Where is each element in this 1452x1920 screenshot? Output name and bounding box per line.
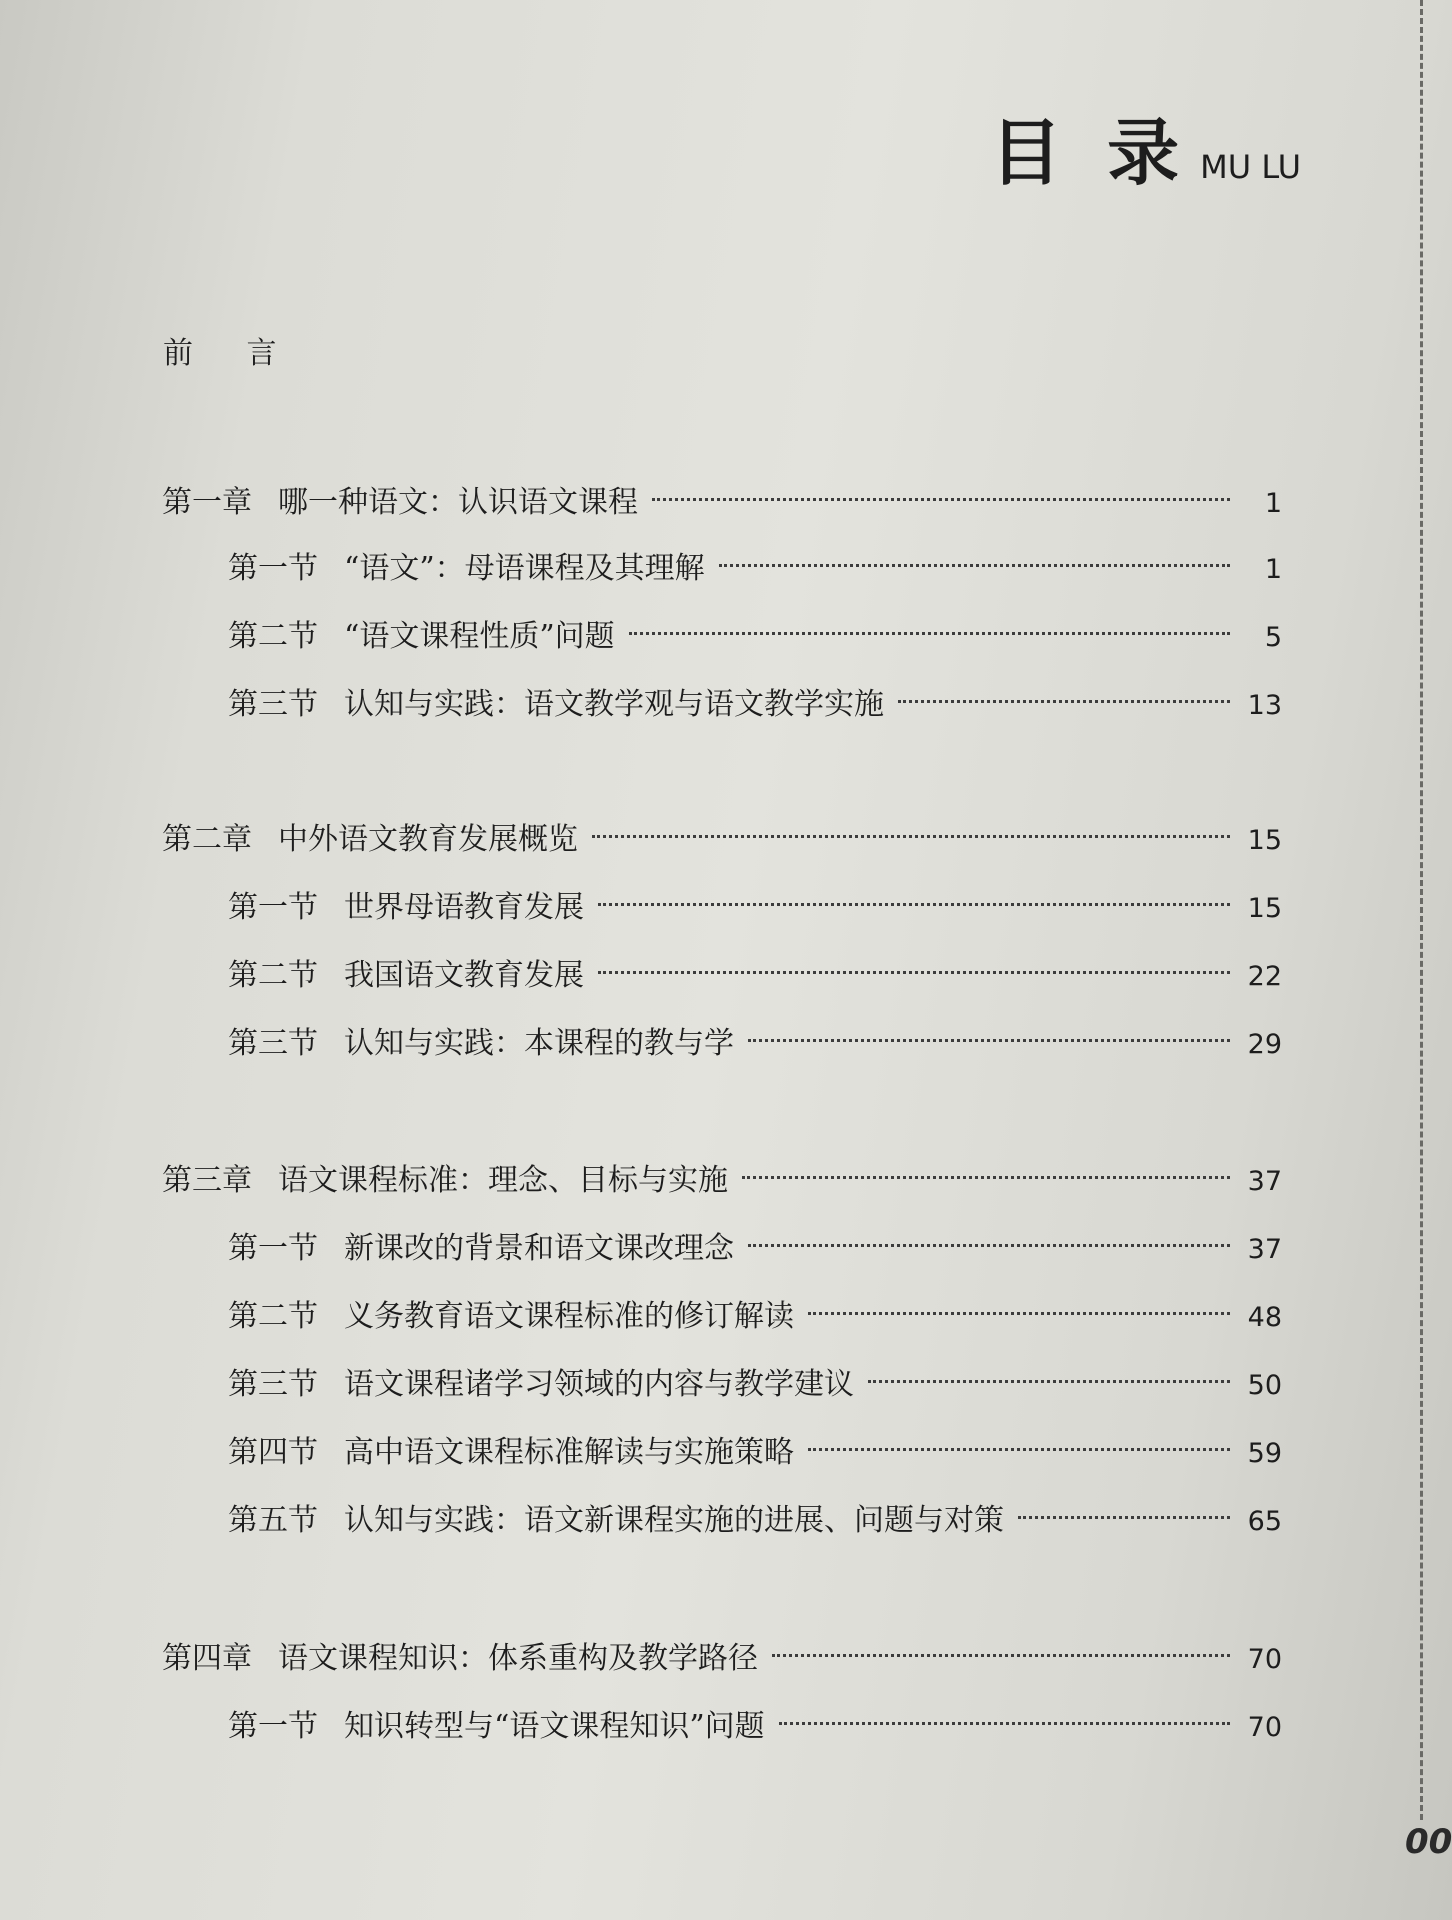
toc-entry-page: 70 xyxy=(1247,1644,1282,1675)
toc-entry-number: 第四章 xyxy=(162,1641,252,1676)
toc-entry-number: 第一节 xyxy=(228,551,318,586)
toc-entry-page: 59 xyxy=(1247,1438,1282,1469)
toc-entry-title: 新课改的背景和语文课改理念 xyxy=(344,1231,734,1266)
dot-leader xyxy=(808,1448,1230,1451)
toc-entry-number: 第二章 xyxy=(162,822,252,857)
page-edge-dashed-line xyxy=(1420,0,1423,1820)
toc-entry-title: 哪一种语文：认识语文课程 xyxy=(278,485,638,520)
toc-section-1-3[interactable] xyxy=(228,679,1282,723)
toc-entry-title: 我国语文教育发展 xyxy=(344,958,584,993)
toc-section-3-2[interactable] xyxy=(228,1291,1282,1335)
toc-entry-title: 高中语文课程标准解读与实施策略 xyxy=(344,1435,794,1470)
toc-title xyxy=(990,95,1301,199)
toc-section-3-4[interactable] xyxy=(228,1427,1282,1471)
toc-entry-title: “语文”：母语课程及其理解 xyxy=(344,551,705,586)
toc-section-3-5[interactable] xyxy=(228,1495,1282,1539)
toc-entry-number: 第四节 xyxy=(228,1435,318,1470)
dot-leader xyxy=(598,971,1230,974)
toc-entry-number: 第二节 xyxy=(228,958,318,993)
toc-entry-page: 70 xyxy=(1247,1712,1282,1743)
toc-entry-page: 48 xyxy=(1247,1302,1282,1333)
toc-section-1-2[interactable] xyxy=(228,611,1282,655)
toc-entry-title: 知识转型与“语文课程知识”问题 xyxy=(344,1709,765,1744)
toc-entry-page: 37 xyxy=(1247,1234,1282,1265)
toc-chapter-1[interactable] xyxy=(162,477,1282,521)
toc-entry-title: 认知与实践：本课程的教与学 xyxy=(344,1026,734,1061)
dot-leader xyxy=(772,1654,1230,1657)
dot-leader xyxy=(652,498,1230,501)
toc-entry-number: 第一节 xyxy=(228,1231,318,1266)
toc-entry-page: 13 xyxy=(1247,690,1282,721)
toc-chapter-4[interactable] xyxy=(162,1633,1282,1677)
toc-entry-number: 第五节 xyxy=(228,1503,318,1538)
dot-leader xyxy=(748,1244,1230,1247)
dot-leader xyxy=(592,835,1230,838)
toc-entry-page: 15 xyxy=(1247,825,1282,856)
toc-entry-page: 1 xyxy=(1264,554,1282,585)
dot-leader xyxy=(742,1176,1230,1179)
toc-title-chinese: 目 录 xyxy=(990,110,1190,195)
toc-entry-title: 中外语文教育发展概览 xyxy=(278,822,578,857)
toc-entry-number: 第二节 xyxy=(228,1299,318,1334)
toc-section-1-1[interactable] xyxy=(228,543,1282,587)
toc-entry-page: 5 xyxy=(1264,622,1282,653)
toc-entry-title: “语文课程性质”问题 xyxy=(344,619,615,654)
dot-leader xyxy=(748,1039,1230,1042)
toc-entry-title: 语文课程知识：体系重构及教学路径 xyxy=(278,1641,758,1676)
page-number: 00 xyxy=(1405,1822,1452,1862)
toc-entry-title: 世界母语教育发展 xyxy=(344,890,584,925)
toc-entry-number: 第一章 xyxy=(162,485,252,520)
toc-entry-page: 50 xyxy=(1247,1370,1282,1401)
toc-entry-page: 1 xyxy=(1264,488,1282,519)
toc-title-pinyin: MU LU xyxy=(1200,148,1302,186)
toc-section-3-1[interactable] xyxy=(228,1223,1282,1267)
toc-preface-entry[interactable]: 前 言 xyxy=(163,336,299,371)
toc-chapter-2[interactable] xyxy=(162,814,1282,858)
toc-entry-title: 语文课程诸学习领域的内容与教学建议 xyxy=(344,1367,854,1402)
toc-entry-number: 第三章 xyxy=(162,1163,252,1198)
dot-leader xyxy=(598,903,1230,906)
toc-entry-page: 22 xyxy=(1247,961,1282,992)
toc-entry-page: 29 xyxy=(1247,1029,1282,1060)
toc-entry-page: 15 xyxy=(1247,893,1282,924)
toc-entry-page: 37 xyxy=(1247,1166,1282,1197)
dot-leader xyxy=(719,564,1230,567)
toc-entry-number: 第三节 xyxy=(228,1367,318,1402)
dot-leader xyxy=(898,700,1230,703)
dot-leader xyxy=(629,632,1230,635)
toc-entry-number: 第一节 xyxy=(228,1709,318,1744)
toc-chapter-3[interactable] xyxy=(162,1155,1282,1199)
toc-section-2-3[interactable] xyxy=(228,1018,1282,1062)
dot-leader xyxy=(779,1722,1230,1725)
dot-leader xyxy=(868,1380,1230,1383)
toc-entry-number: 第三节 xyxy=(228,687,318,722)
dot-leader xyxy=(808,1312,1230,1315)
dot-leader xyxy=(1018,1516,1230,1519)
toc-entry-number: 第一节 xyxy=(228,890,318,925)
toc-entry-title: 认知与实践：语文新课程实施的进展、问题与对策 xyxy=(344,1503,1004,1538)
toc-section-4-1[interactable] xyxy=(228,1701,1282,1745)
toc-entry-title: 义务教育语文课程标准的修订解读 xyxy=(344,1299,794,1334)
toc-entry-title: 认知与实践：语文教学观与语文教学实施 xyxy=(344,687,884,722)
toc-entry-page: 65 xyxy=(1247,1506,1282,1537)
toc-entry-title: 语文课程标准：理念、目标与实施 xyxy=(278,1163,728,1198)
toc-section-2-2[interactable] xyxy=(228,950,1282,994)
toc-section-2-1[interactable] xyxy=(228,882,1282,926)
toc-section-3-3[interactable] xyxy=(228,1359,1282,1403)
toc-entry-number: 第三节 xyxy=(228,1026,318,1061)
toc-entry-number: 第二节 xyxy=(228,619,318,654)
